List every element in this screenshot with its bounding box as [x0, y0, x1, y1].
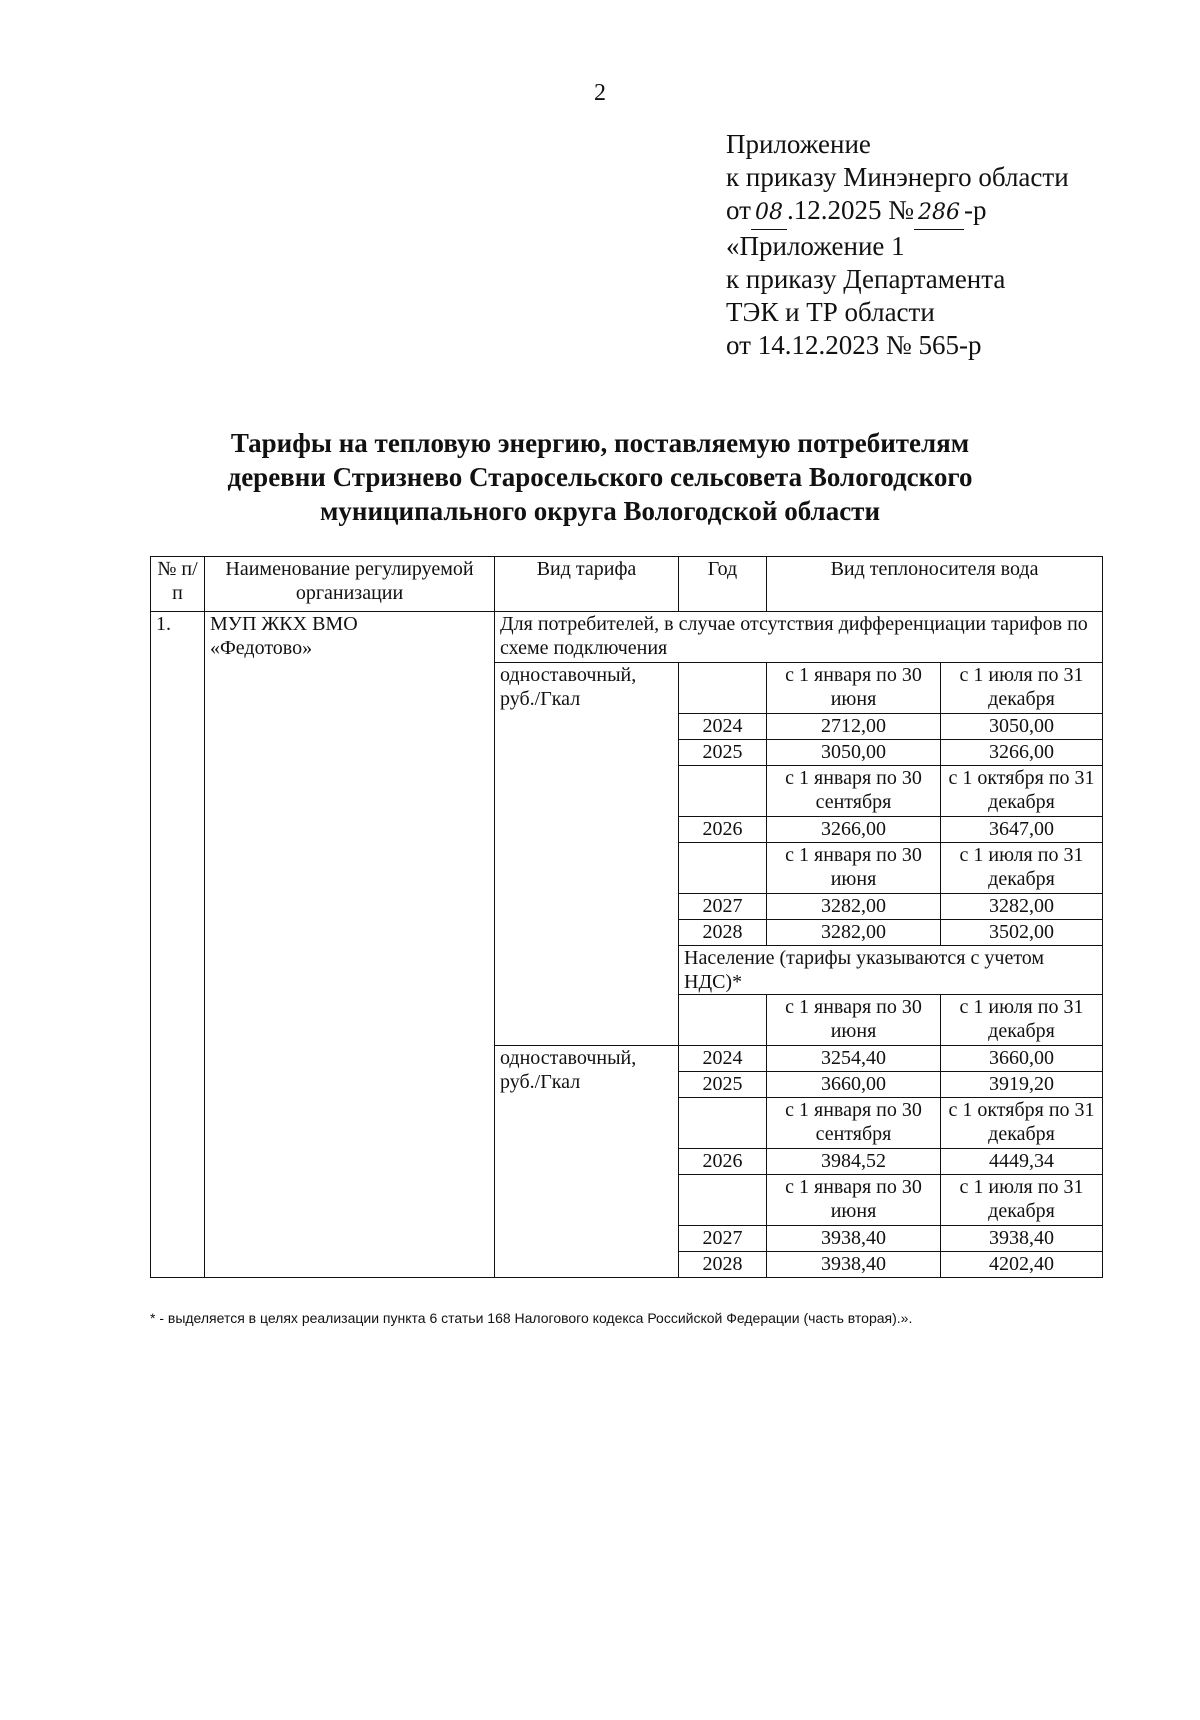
year-cell: 2027	[679, 1226, 767, 1252]
document-title	[150, 426, 1050, 528]
year-cell	[679, 995, 767, 1046]
handwritten-day: 08	[751, 196, 787, 230]
tariff-value: 3660,00	[767, 1072, 941, 1098]
tariff-value: 4202,40	[941, 1252, 1103, 1278]
tariff-value: 3050,00	[941, 714, 1103, 740]
year-cell	[679, 1098, 767, 1149]
organization-line: МУП ЖКХ ВМО	[210, 613, 358, 635]
appendix-line: к приказу Минэнерго области	[726, 162, 1069, 192]
tariff-value: 3919,20	[941, 1072, 1103, 1098]
year-cell: 2028	[679, 1252, 767, 1278]
year-cell: 2026	[679, 817, 767, 843]
tariff-value: 3282,00	[941, 894, 1103, 920]
tariff-value: 3660,00	[941, 1046, 1103, 1072]
year-cell	[679, 663, 767, 714]
year-cell: 2024	[679, 1046, 767, 1072]
organization-name	[205, 612, 495, 1278]
period-label: с 1 января по 30 июня	[767, 1175, 941, 1226]
page-number: 2	[594, 80, 606, 106]
footnote: * - выделяется в целях реализации пункта 6 статьи 168 Налогового кодекса Российской Федерации (часть вторая).».	[150, 1310, 913, 1326]
header-year: Год	[679, 557, 767, 612]
row-number: 1.	[151, 612, 205, 1278]
appendix-line: «Приложение 1	[726, 231, 905, 261]
tariff-value: 3502,00	[941, 920, 1103, 946]
period-label: с 1 июля по 31 декабря	[941, 995, 1103, 1046]
year-cell	[679, 843, 767, 894]
year-cell: 2027	[679, 894, 767, 920]
period-label: с 1 октября по 31 декабря	[941, 1098, 1103, 1149]
year-cell: 2028	[679, 920, 767, 946]
appendix-line: Приложение	[726, 129, 871, 159]
section-consumers: Для потребителей, в случае отсутствия дифференциации тарифов по схеме подключения	[495, 612, 1103, 663]
period-label: с 1 июля по 31 декабря	[941, 1175, 1103, 1226]
tariff-value: 2712,00	[767, 714, 941, 740]
period-label: с 1 января по 30 июня	[767, 995, 941, 1046]
year-cell	[679, 1175, 767, 1226]
year-cell: 2026	[679, 1149, 767, 1175]
tariff-value: 3938,40	[941, 1226, 1103, 1252]
period-label: с 1 января по 30 сентября	[767, 1098, 941, 1149]
year-cell: 2024	[679, 714, 767, 740]
table-header-row	[151, 557, 1103, 612]
period-label: с 1 июля по 31 декабря	[941, 843, 1103, 894]
appendix-line: к приказу Департамента	[726, 264, 1006, 294]
appendix-date-mid: .12.2025 №	[786, 195, 914, 225]
tariff-value: 3647,00	[941, 817, 1103, 843]
year-cell: 2025	[679, 740, 767, 766]
title-line: деревни Стризнево Старосельского сельсовета Вологодского	[227, 462, 973, 492]
section-population: Население (тарифы указываются с учетом НДС)*	[679, 946, 1103, 995]
period-label: с 1 января по 30 июня	[767, 663, 941, 714]
appendix-line: ТЭК и ТР области	[726, 297, 935, 327]
header-tariff-type: Вид тарифа	[495, 557, 679, 612]
period-label: с 1 января по 30 сентября	[767, 766, 941, 817]
appendix-block	[726, 128, 1069, 362]
header-heat-carrier: Вид теплоносителя вода	[767, 557, 1103, 612]
tariff-value: 3254,40	[767, 1046, 941, 1072]
appendix-suffix: -р	[963, 195, 987, 225]
handwritten-number: 286	[914, 196, 964, 230]
period-label: с 1 октября по 31 декабря	[941, 766, 1103, 817]
tariff-value: 3282,00	[767, 894, 941, 920]
tariff-value: 3266,00	[941, 740, 1103, 766]
table-row	[151, 612, 1103, 663]
tariff-table	[150, 556, 1103, 1278]
organization-line: «Федотово»	[210, 637, 313, 659]
tariff-value: 3984,52	[767, 1149, 941, 1175]
year-cell: 2025	[679, 1072, 767, 1098]
title-line: Тарифы на тепловую энергию, поставляемую потребителям	[230, 428, 970, 458]
tariff-value: 3938,40	[767, 1252, 941, 1278]
tariff-value: 3938,40	[767, 1226, 941, 1252]
title-line: муниципального округа Вологодской области	[320, 496, 880, 526]
tariff-value: 3266,00	[767, 817, 941, 843]
period-label: с 1 июля по 31 декабря	[941, 663, 1103, 714]
period-label: с 1 января по 30 июня	[767, 843, 941, 894]
tariff-type: одноставочный, руб./Гкал	[495, 1046, 679, 1278]
tariff-value: 4449,34	[941, 1149, 1103, 1175]
appendix-prefix: от	[726, 195, 751, 225]
tariff-value: 3050,00	[767, 740, 941, 766]
appendix-line: от 14.12.2023 № 565-р	[726, 330, 982, 360]
year-cell	[679, 766, 767, 817]
header-number: № п/п	[151, 557, 205, 612]
tariff-value: 3282,00	[767, 920, 941, 946]
appendix-date-line	[726, 194, 1069, 230]
header-organization: Наименование регулируемой организации	[205, 557, 495, 612]
tariff-type: одноставочный, руб./Гкал	[495, 663, 679, 1046]
